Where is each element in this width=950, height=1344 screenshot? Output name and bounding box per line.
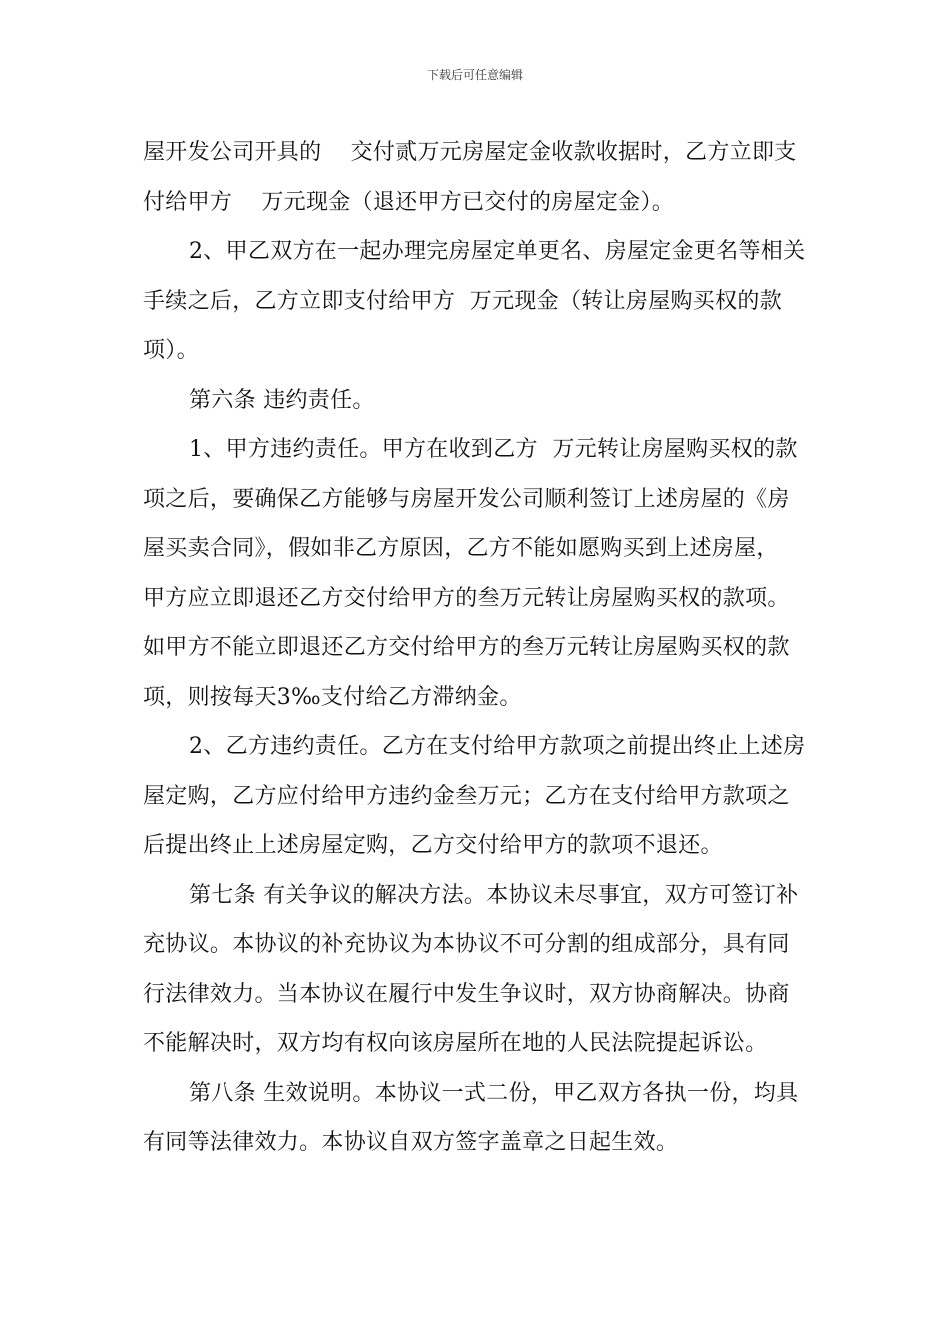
text-line: 手续之后，乙方立即支付给甲方 万元现金（转让房屋购买权的款: [143, 288, 782, 314]
text-line: 第八条 生效说明。本协议一式二份，甲乙双方各执一份，均具: [189, 1080, 799, 1106]
text-line: 不能解决时，双方均有权向该房屋所在地的人民法院提起诉讼。: [143, 1031, 768, 1056]
text-line: 项）。: [143, 338, 199, 363]
text-line: 2、乙方违约责任。乙方在支付给甲方款项之前提出终止上述房: [189, 734, 806, 759]
document-body: [143, 128, 813, 1168]
text-line: 屋定购，乙方应付给甲方违约金叁万元；乙方在支付给甲方款项之: [143, 783, 790, 809]
text-line: 项，则按每天3‰支付给乙方滞纳金。: [143, 684, 522, 710]
text-line: 2、甲乙双方在一起办理完房屋定单更名、房屋定金更名等相关: [189, 239, 806, 264]
text-line: 行法律效力。当本协议在履行中发生争议时，双方协商解决。协商: [143, 981, 790, 1007]
text-line: 有同等法律效力。本协议自双方签字盖章之日起生效。: [143, 1130, 679, 1155]
page-header: 下载后可任意编辑: [426, 68, 523, 82]
text-line: 项之后，要确保乙方能够与房屋开发公司顺利签订上述房屋的《房: [143, 486, 790, 512]
text-line: 甲方应立即退还乙方交付给甲方的叁万元转让房屋购买权的款项。: [143, 585, 790, 611]
text-line: 屋开发公司开具的 交付贰万元房屋定金收款收据时，乙方立即支: [143, 140, 797, 165]
text-line: 第七条 有关争议的解决方法。本协议未尽事宜，双方可签订补: [189, 882, 799, 908]
text-line: 1、甲方违约责任。甲方在收到乙方 万元转让房屋购买权的款: [189, 437, 798, 462]
text-line: 屋买卖合同》，假如非乙方原因，乙方不能如愿购买到上述房屋，: [143, 536, 779, 561]
text-line: 如甲方不能立即退还乙方交付给甲方的叁万元转让房屋购买权的款: [143, 635, 790, 660]
text-line: 付给甲方 万元现金（退还甲方已交付的房屋定金）。: [143, 189, 675, 215]
text-line: 充协议。本协议的补充协议为本协议不可分割的组成部分，具有同: [143, 932, 790, 957]
text-line: 后提出终止上述房屋定购，乙方交付给甲方的款项不退还。: [143, 833, 723, 858]
text-line: 第六条 违约责任。: [189, 387, 375, 413]
